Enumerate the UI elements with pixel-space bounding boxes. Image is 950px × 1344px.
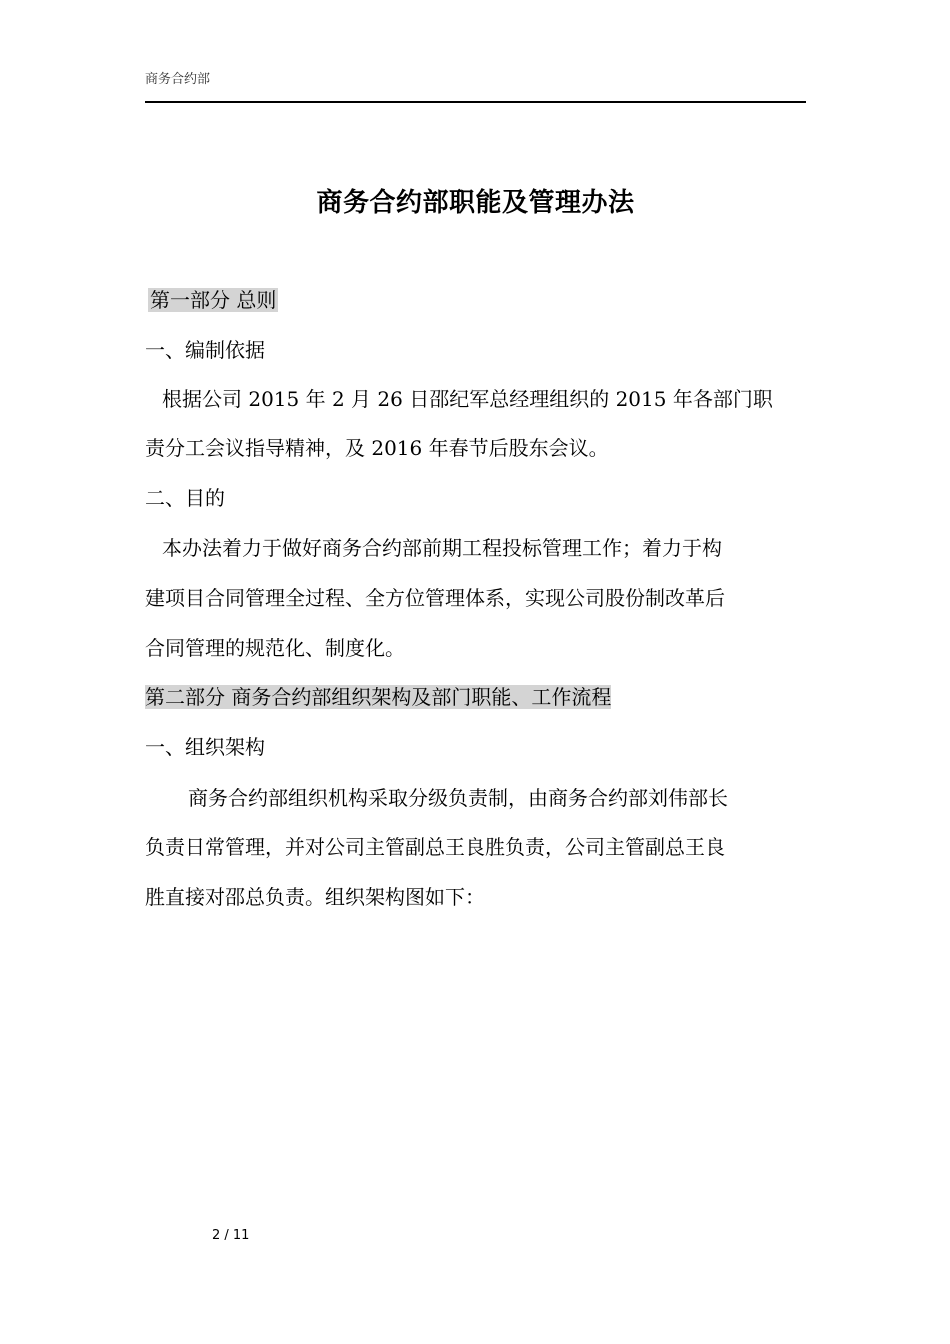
paragraph-line: 胜直接对邵总负责。组织架构图如下： — [145, 885, 485, 909]
document-title: 商务合约部职能及管理办法 — [316, 188, 635, 218]
paragraph-line: 本办法着力于做好商务合约部前期工程投标管理工作；着力于构 — [162, 536, 722, 560]
paragraph-line: 责分工会议指导精神，及 2016 年春节后股东会议。 — [145, 436, 609, 460]
header-rule — [145, 101, 806, 103]
part2-section1-heading: 一、组织架构 — [145, 735, 265, 759]
part1-section1-heading: 一、编制依据 — [145, 338, 265, 362]
paragraph-line: 根据公司 2015 年 2 月 26 日邵纪军总经理组织的 2015 年各部门职 — [162, 387, 773, 411]
paragraph-line: 合同管理的规范化、制度化。 — [145, 636, 405, 660]
part2-heading — [145, 683, 611, 711]
part1-heading — [148, 286, 278, 314]
header-text: 商务合约部 — [145, 72, 211, 87]
paragraph-line: 商务合约部组织机构采取分级负责制，由商务合约部刘伟部长 — [188, 786, 728, 810]
part2-heading-text: 第二部分 商务合约部组织架构及部门职能、工作流程 — [145, 685, 612, 709]
paragraph-line: 负责日常管理，并对公司主管副总王良胜负责，公司主管副总王良 — [145, 835, 725, 859]
page-number: 2 / 11 — [212, 1228, 250, 1243]
part1-heading-text: 第一部分 总则 — [150, 288, 277, 312]
paragraph-line: 建项目合同管理全过程、全方位管理体系，实现公司股份制改革后 — [145, 586, 725, 610]
part1-section2-heading: 二、目的 — [145, 486, 225, 510]
